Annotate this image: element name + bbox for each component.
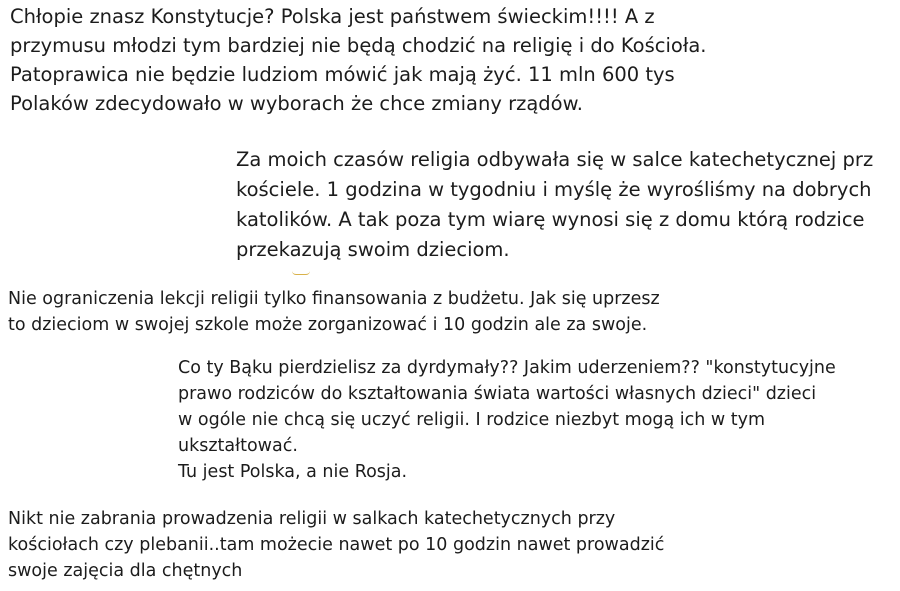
comment-line: przymusu młodzi tym bardziej nie będą chodzić na religię i do Kościoła.	[10, 34, 707, 57]
comment-line: Tu jest Polska, a nie Rosja.	[178, 462, 408, 482]
comment-5	[8, 506, 664, 584]
comment-line: kościele. 1 godzina w tygodniu i myślę że wyrośliśmy na dobrych	[236, 178, 872, 201]
comment-line: to dzieciom w swojej szkole może zorganizować i 10 godzin ale za swoje.	[8, 315, 648, 335]
comment-1	[10, 2, 707, 118]
comment-line: w ogóle nie chcą się uczyć religii. I rodzice niezbyt mogą ich w tym	[178, 410, 766, 430]
comment-line: prawo rodziców do kształtowania świata wartości własnych dzieci" dzieci	[178, 384, 817, 404]
divider-mark	[292, 271, 310, 275]
comment-line: Nie ograniczenia lekcji religii tylko finansowania z budżetu. Jak się uprzesz	[8, 289, 660, 309]
comment-line: katolików. A tak poza tym wiarę wynosi się z domu którą rodzice	[236, 208, 865, 231]
comment-line: Chłopie znasz Konstytucje? Polska jest państwem świeckim!!!! A z	[10, 5, 655, 28]
comment-line: przekazują swoim dzieciom.	[236, 238, 510, 261]
comment-3	[8, 286, 660, 338]
comment-line: kościołach czy plebanii..tam możecie nawet po 10 godzin nawet prowadzić	[8, 535, 665, 555]
comment-line: Nikt nie zabrania prowadzenia religii w salkach katechetycznych przy	[8, 509, 616, 529]
comment-line: swoje zajęcia dla chętnych	[8, 561, 243, 581]
comment-2	[236, 145, 873, 265]
comment-line: Patoprawica nie będzie ludziom mówić jak mają żyć. 11 mln 600 tys	[10, 63, 675, 86]
comment-4	[178, 355, 836, 485]
comment-line: Co ty Bąku pierdzielisz za dyrdymały?? Jakim uderzeniem?? "konstytucyjne	[178, 358, 836, 378]
comment-line: Polaków zdecydowało w wyborach że chce zmiany rządów.	[10, 92, 583, 115]
comment-line: Za moich czasów religia odbywała się w salce katechetycznej prz	[236, 148, 874, 171]
comment-line: ukształtować.	[178, 436, 298, 456]
